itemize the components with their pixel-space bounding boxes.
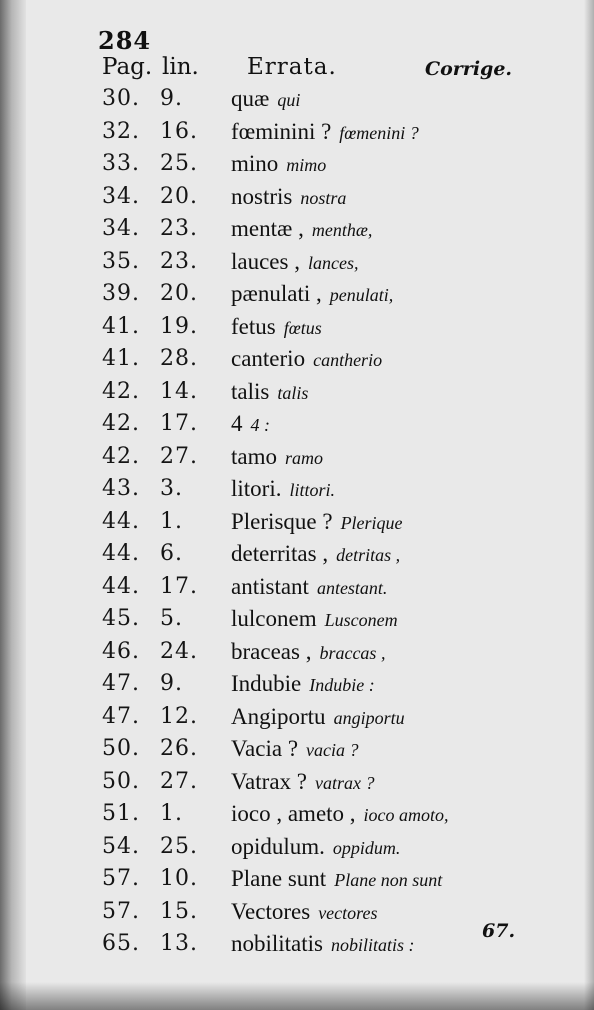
entry-text [231,184,346,210]
errata-entry [0,184,594,217]
entry-corrige: Indubie : [309,675,375,695]
entry-line: 1. [160,508,183,534]
entry-line: 24. [160,638,198,664]
entry-line: 17. [160,411,198,436]
entry-corrige: detritas , [336,545,401,565]
errata-entry [0,314,594,347]
entry-errata: ioco , ameto , [231,801,356,826]
page-number: 284 [98,26,152,55]
errata-entry [0,704,594,737]
entry-errata: talis [231,378,270,404]
entry-text [231,801,449,827]
errata-list [0,86,594,964]
page-bottom-shadow [0,982,594,1010]
entry-corrige: talis [277,382,309,403]
entry-text [231,216,372,242]
entry-errata: lulconem [231,606,317,631]
entry-text [231,606,398,632]
entry-page: 39. [102,281,140,306]
errata-entry [0,866,594,899]
entry-line: 13. [160,931,198,956]
errata-entry [0,119,594,152]
errata-entry [0,411,594,444]
entry-corrige: penulati, [329,285,394,305]
entry-errata: nostris [231,183,293,209]
entry-line: 3. [160,476,183,501]
header-corrige: Corrige. [425,58,513,80]
catchword: 67. [482,920,516,942]
entry-errata: lauces , [231,248,300,274]
entry-text [231,444,323,470]
errata-entry [0,769,594,802]
entry-page: 35. [102,248,140,274]
entry-errata: fœminini ? [231,118,332,144]
entry-errata: Plerisque ? [231,508,333,534]
entry-line: 19. [160,313,198,339]
entry-line: 17. [160,573,198,599]
entry-text [231,899,378,925]
entry-page: 30. [102,86,140,111]
entry-errata: deterritas , [231,541,329,566]
entry-corrige: littori. [289,480,335,500]
entry-errata: Vacia ? [231,736,299,761]
entry-corrige: lances, [307,252,359,273]
entry-line: 27. [160,768,198,794]
entry-corrige: nobilitatis : [331,935,415,955]
entry-corrige: nostra [300,187,347,208]
entry-text [231,119,419,145]
entry-page: 44. [102,573,140,599]
entry-errata: nobilitatis [231,931,323,956]
entry-line: 14. [160,378,198,404]
entry-corrige: vectores [318,902,378,923]
entry-text [231,86,300,112]
entry-line: 23. [160,216,198,241]
entry-text [231,574,387,600]
entry-page: 54. [102,833,140,859]
entry-line: 15. [160,898,198,924]
entry-page: 44. [102,508,140,534]
entry-page: 42. [102,411,140,436]
errata-entry [0,379,594,412]
entry-errata: braceas , [231,638,312,664]
entry-page: 47. [102,703,140,729]
entry-errata: Vatrax ? [231,768,307,794]
entry-text [231,704,405,730]
entry-text [231,931,415,957]
entry-page: 34. [102,183,140,209]
entry-page: 50. [102,768,140,794]
header-lin: lin. [162,54,199,80]
entry-errata: 4 [231,411,243,436]
entry-text [231,866,442,892]
entry-line: 9. [160,671,183,696]
entry-page: 41. [102,346,140,371]
entry-text [231,151,326,177]
errata-header [0,54,594,86]
entry-errata: mentæ , [231,216,304,241]
entry-errata: mino [231,151,279,176]
entry-text [231,249,358,275]
entry-page: 32. [102,118,140,144]
entry-corrige: vacia ? [306,740,359,760]
errata-entry [0,249,594,282]
entry-text [231,509,403,535]
header-pag: Pag. [102,54,153,80]
entry-corrige: braccas , [319,642,386,663]
entry-corrige: Plane non sunt [334,870,443,890]
entry-page: 41. [102,313,140,339]
errata-entry [0,509,594,542]
entry-text [231,379,308,405]
errata-entry [0,346,594,379]
entry-text [231,281,393,307]
entry-page: 65. [102,931,140,956]
entry-corrige: Plerique [340,512,403,533]
entry-line: 6. [160,541,183,566]
errata-entry [0,444,594,477]
entry-line: 26. [160,736,198,761]
entry-page: 46. [102,638,140,664]
entry-line: 23. [160,248,198,274]
errata-entry [0,216,594,249]
errata-entry [0,541,594,574]
entry-page: 34. [102,216,140,241]
entry-page: 47. [102,671,140,696]
entry-text [231,346,382,372]
entry-line: 12. [160,703,198,729]
entry-errata: fetus [231,313,276,339]
entry-errata: tamo [231,443,277,469]
entry-corrige: menthæ, [311,220,373,240]
entry-line: 16. [160,118,198,144]
entry-text [231,541,400,567]
errata-entry [0,801,594,834]
errata-entry [0,639,594,672]
errata-entry [0,736,594,769]
errata-entry [0,574,594,607]
entry-line: 25. [160,833,198,859]
entry-corrige: cantherio [313,350,383,370]
entry-text [231,736,359,762]
errata-entry [0,606,594,639]
entry-page: 50. [102,736,140,761]
entry-corrige: antestant. [316,577,388,598]
entry-errata: pænulati , [231,281,322,306]
entry-corrige: vatrax ? [315,772,375,793]
entry-text [231,476,335,502]
entry-errata: Angiportu [231,703,326,729]
entry-line: 20. [160,183,198,209]
entry-page: 57. [102,866,140,891]
entry-page: 44. [102,541,140,566]
errata-entry [0,151,594,184]
entry-page: 45. [102,606,140,631]
entry-page: 42. [102,378,140,404]
entry-errata: litori. [231,476,282,501]
errata-entry [0,834,594,867]
errata-entry [0,476,594,509]
entry-corrige: fœtus [283,317,322,338]
entry-text [231,671,375,697]
entry-corrige: mimo [286,155,327,175]
entry-line: 1. [160,801,183,826]
entry-line: 9. [160,86,183,111]
entry-text [231,769,374,795]
entry-errata: antistant [231,573,309,599]
entry-corrige: angiportu [333,707,405,728]
entry-page: 33. [102,151,140,176]
header-errata: Errata. [247,54,337,80]
errata-entry [0,671,594,704]
entry-corrige: ioco amoto, [363,805,449,825]
entry-line: 28. [160,346,198,371]
entry-page: 43. [102,476,140,501]
entry-text [231,639,385,665]
entry-text [231,314,322,340]
entry-page: 42. [102,443,140,469]
entry-line: 5. [160,606,183,631]
entry-errata: Indubie [231,671,302,696]
entry-corrige: 4 : [250,415,270,435]
entry-text [231,834,400,860]
errata-entry [0,86,594,119]
entry-corrige: qui [277,90,301,110]
entry-corrige: fœmenini ? [339,122,419,143]
entry-errata: Vectores [231,898,311,924]
entry-page: 57. [102,898,140,924]
entry-corrige: oppidum. [332,837,401,858]
entry-text [231,411,270,437]
entry-line: 27. [160,443,198,469]
entry-line: 20. [160,281,198,306]
entry-line: 25. [160,151,198,176]
entry-errata: canterio [231,346,306,371]
entry-corrige: ramo [285,447,324,468]
entry-errata: opidulum. [231,833,325,859]
errata-entry [0,281,594,314]
entry-page: 51. [102,801,140,826]
entry-line: 10. [160,866,198,891]
entry-corrige: Lusconem [324,610,398,630]
entry-errata: quæ [231,86,270,111]
entry-errata: Plane sunt [231,866,327,891]
